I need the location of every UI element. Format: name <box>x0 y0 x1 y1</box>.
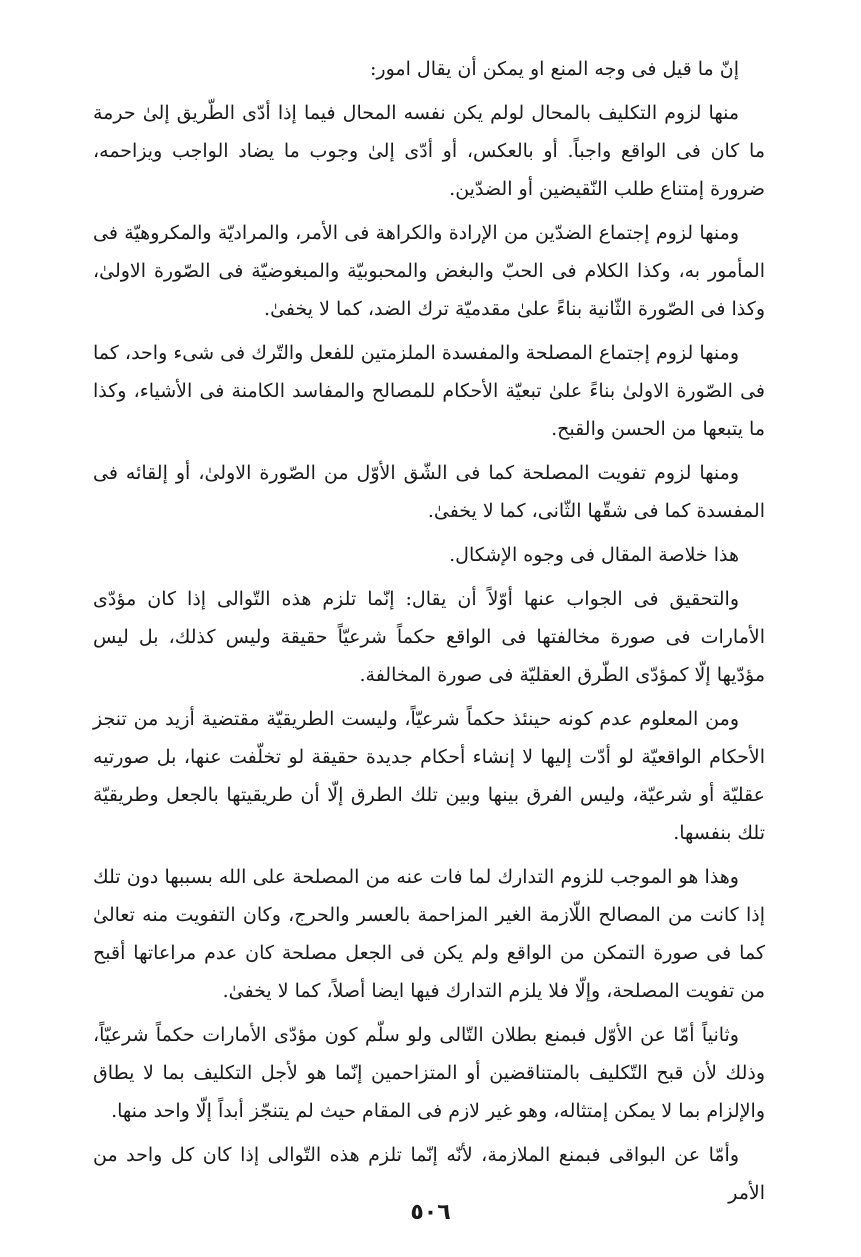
paragraph-benefit-harm: ومنها لزوم إجتماع المصلحة والمفسدة الملزمتين للفعل والتّرك فى شىء واحد، كما فى الصّورة الاولىٰ بناءً علىٰ تبعيّة الأحكام للمصالح والمفاسد الكامنة فى الأشياء، وكذا ما يتبعها من الحسن والقبح. <box>93 342 765 440</box>
paragraph-compensation: وهذا هو الموجب للزوم التدارك لما فات عنه من المصلحة على الله بسببها دون تلك إذا كانت من المصالح اللّازمة الغير المزاحمة بالعسر والحرج، وكان التفويت منه تعالىٰ كما فى صورة التمكن من الواقع ولم يكن فى الجعل مصلحة كان عدم مراعاتها أقبح من تفويت المصلحة، وإلّا فلا يلزم التدارك فيها ايضا أصلاً، كما لا يخفىٰ. <box>93 866 765 1002</box>
page-number: ٥٠٦ <box>410 1200 451 1225</box>
paragraph-answer-first: والتحقيق فى الجواب عنها أوّلاً أن يقال: إنّما تلزم هذه التّوالى إذا كان مؤدّى الأمارات فى صورة مخالفتها فى الواقع حكماً شرعيّاً حقيقة وليس كذلك، بل ليس مؤدّيها إلّا كمؤدّى الطّرق العقليّة فى صورة المخالفة. <box>93 588 765 686</box>
paragraph-forfeiting-benefit: ومنها لزوم تفويت المصلحة كما فى الشّق الأوّل من الصّورة الاولىٰ، أو إلقائه فى المفسدة كما فى شقّها الثّانى، كما لا يخفىٰ. <box>93 462 765 522</box>
paragraph-intro: إنّ ما قيل فى وجه المنع او يمكن أن يقال امور: <box>370 58 739 80</box>
paragraph-answer-second: وثانياً أمّا عن الأوّل فبمنع بطلان التّالى ولو سلّم كون مؤدّى الأمارات حكماً شرعيّاً، وذلك لأن قبح التّكليف بالمتناقضين أو المتزاحمين إنّما هو لأجل التكليف بما لا يطاق والإلزام بما لا يمكن إمتثاله، وهو غير لازم فى المقام حيث لم يتنجّز أبداً إلّا واحد منها. <box>93 1024 765 1122</box>
paragraph-impossible-obligation: منها لزوم التكليف بالمحال لولم يكن نفسه المحال فيما إذا أدّى الطّريق إلىٰ حرمة ما كان فى الواقع واجباً. أو بالعكس، أو أدّى إلىٰ وجوب ما يضاد الواجب ويزاحمه، ضرورة إمتناع طلب النّقيضين أو الضدّين. <box>93 102 765 200</box>
paragraph-contraries: ومنها لزوم إجتماع الضدّين من الإرادة والكراهة فى الأمر، والمراديّة والمكروهيّة فى المأمور به، وكذا الكلام فى الحبّ والبغض والمحبوبيّة والمبغوضيّة فى الصّورة الاولىٰ، وكذا فى الصّورة الثّانية بناءً علىٰ مقدميّة ترك الضد، كما لا يخفىٰ. <box>93 222 765 320</box>
paragraph-remaining: وأمّا عن البواقى فبمنع الملازمة، لأنّه إنّما تلزم هذه التّوالى إذا كان كل واحد من الأمر <box>93 1144 765 1204</box>
paragraph-summary: هذا خلاصة المقال فى وجوه الإشكال. <box>449 544 739 566</box>
paragraph-known: ومن المعلوم عدم كونه حينئذ حكماً شرعيّاً، وليست الطريقيّة مقتضية أزيد من تنجز الأحكام الواقعيّة لو أدّت إليها لا إنشاء أحكام جديدة حقيقة لو تخلّفت عنها، بل صورتيه عقليّة أو شرعيّة، وليس الفرق بينها وبين تلك الطرق إلّا أن طريقيتها بالجعل وطريقيّة تلك بنفسها. <box>93 708 765 844</box>
